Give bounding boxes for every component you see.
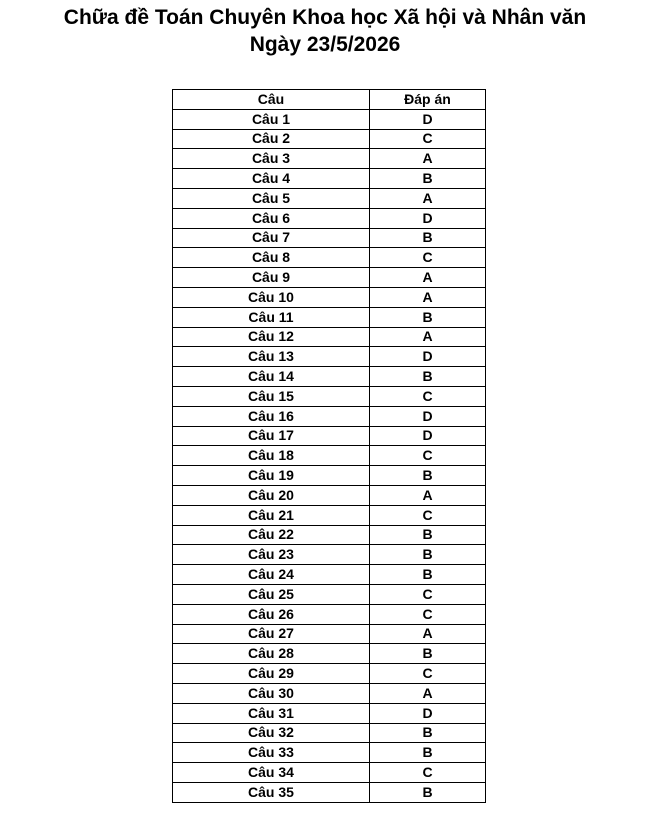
table-row: [173, 545, 486, 565]
table-row: [173, 584, 486, 604]
answer-cell: C: [370, 248, 486, 268]
question-cell: Câu 33: [173, 743, 370, 763]
answer-cell: D: [370, 426, 486, 446]
table-row: [173, 485, 486, 505]
question-cell: Câu 30: [173, 683, 370, 703]
answer-cell: C: [370, 505, 486, 525]
question-cell: Câu 4: [173, 169, 370, 189]
table-row: [173, 664, 486, 684]
answer-cell: D: [370, 406, 486, 426]
document-date: Ngày 23/5/2026: [249, 33, 401, 56]
answer-cell: A: [370, 327, 486, 347]
table-row: [173, 406, 486, 426]
table-row: [173, 307, 486, 327]
question-cell: Câu 32: [173, 723, 370, 743]
answer-cell: B: [370, 525, 486, 545]
answer-cell: B: [370, 782, 486, 802]
answer-cell: A: [370, 268, 486, 288]
question-cell: Câu 13: [173, 347, 370, 367]
table-row: [173, 466, 486, 486]
table-row: [173, 149, 486, 169]
question-cell: Câu 2: [173, 129, 370, 149]
table-row: [173, 228, 486, 248]
question-cell: Câu 3: [173, 149, 370, 169]
question-cell: Câu 26: [173, 604, 370, 624]
table-row: [173, 347, 486, 367]
question-cell: Câu 9: [173, 268, 370, 288]
answer-cell: C: [370, 584, 486, 604]
answer-cell: B: [370, 545, 486, 565]
question-cell: Câu 25: [173, 584, 370, 604]
table-row: [173, 624, 486, 644]
question-cell: Câu 22: [173, 525, 370, 545]
table-row: [173, 386, 486, 406]
question-cell: Câu 28: [173, 644, 370, 664]
question-cell: Câu 18: [173, 446, 370, 466]
answer-cell: C: [370, 763, 486, 783]
answer-cell: C: [370, 664, 486, 684]
answer-cell: D: [370, 208, 486, 228]
table-header-row: [173, 90, 486, 110]
table-row: [173, 505, 486, 525]
table-row: [173, 169, 486, 189]
answer-rows: [173, 109, 486, 802]
table-row: [173, 248, 486, 268]
question-cell: Câu 17: [173, 426, 370, 446]
answer-cell: A: [370, 683, 486, 703]
question-cell: Câu 10: [173, 287, 370, 307]
answer-cell: A: [370, 485, 486, 505]
answer-cell: C: [370, 386, 486, 406]
question-cell: Câu 31: [173, 703, 370, 723]
answer-cell: B: [370, 367, 486, 387]
table-row: [173, 763, 486, 783]
table-row: [173, 367, 486, 387]
answer-cell: D: [370, 347, 486, 367]
answer-cell: B: [370, 307, 486, 327]
question-cell: Câu 14: [173, 367, 370, 387]
answer-cell: B: [370, 565, 486, 585]
answer-cell: B: [370, 169, 486, 189]
question-cell: Câu 20: [173, 485, 370, 505]
question-cell: Câu 6: [173, 208, 370, 228]
question-cell: Câu 1: [173, 109, 370, 129]
table-row: [173, 327, 486, 347]
table-row: [173, 723, 486, 743]
question-cell: Câu 29: [173, 664, 370, 684]
question-cell: Câu 15: [173, 386, 370, 406]
question-cell: Câu 27: [173, 624, 370, 644]
table-row: [173, 683, 486, 703]
question-cell: Câu 34: [173, 763, 370, 783]
question-cell: Câu 23: [173, 545, 370, 565]
table-row: [173, 525, 486, 545]
question-cell: Câu 35: [173, 782, 370, 802]
answer-cell: D: [370, 109, 486, 129]
question-cell: Câu 16: [173, 406, 370, 426]
question-cell: Câu 24: [173, 565, 370, 585]
question-cell: Câu 11: [173, 307, 370, 327]
header-answer: Đáp án: [370, 90, 486, 110]
question-cell: Câu 21: [173, 505, 370, 525]
table-row: [173, 565, 486, 585]
answer-cell: B: [370, 644, 486, 664]
question-cell: Câu 8: [173, 248, 370, 268]
answer-cell: C: [370, 129, 486, 149]
answer-cell: B: [370, 723, 486, 743]
answer-cell: B: [370, 743, 486, 763]
table-row: [173, 604, 486, 624]
table-row: [173, 782, 486, 802]
answer-key-table: [172, 89, 486, 803]
table-row: [173, 188, 486, 208]
header-question: Câu: [173, 90, 370, 110]
question-cell: Câu 7: [173, 228, 370, 248]
table-row: [173, 129, 486, 149]
question-cell: Câu 12: [173, 327, 370, 347]
question-cell: Câu 5: [173, 188, 370, 208]
document-title: Chữa đề Toán Chuyên Khoa học Xã hội và Nhân văn: [63, 6, 587, 29]
answer-cell: C: [370, 446, 486, 466]
answer-cell: C: [370, 604, 486, 624]
table-row: [173, 703, 486, 723]
answer-cell: B: [370, 466, 486, 486]
table-row: [173, 287, 486, 307]
table-row: [173, 446, 486, 466]
table-row: [173, 426, 486, 446]
answer-cell: A: [370, 624, 486, 644]
answer-cell: A: [370, 149, 486, 169]
answer-cell: A: [370, 287, 486, 307]
answer-cell: A: [370, 188, 486, 208]
table-row: [173, 268, 486, 288]
answer-cell: D: [370, 703, 486, 723]
answer-cell: B: [370, 228, 486, 248]
table-row: [173, 743, 486, 763]
table-row: [173, 644, 486, 664]
question-cell: Câu 19: [173, 466, 370, 486]
table-row: [173, 109, 486, 129]
table-row: [173, 208, 486, 228]
